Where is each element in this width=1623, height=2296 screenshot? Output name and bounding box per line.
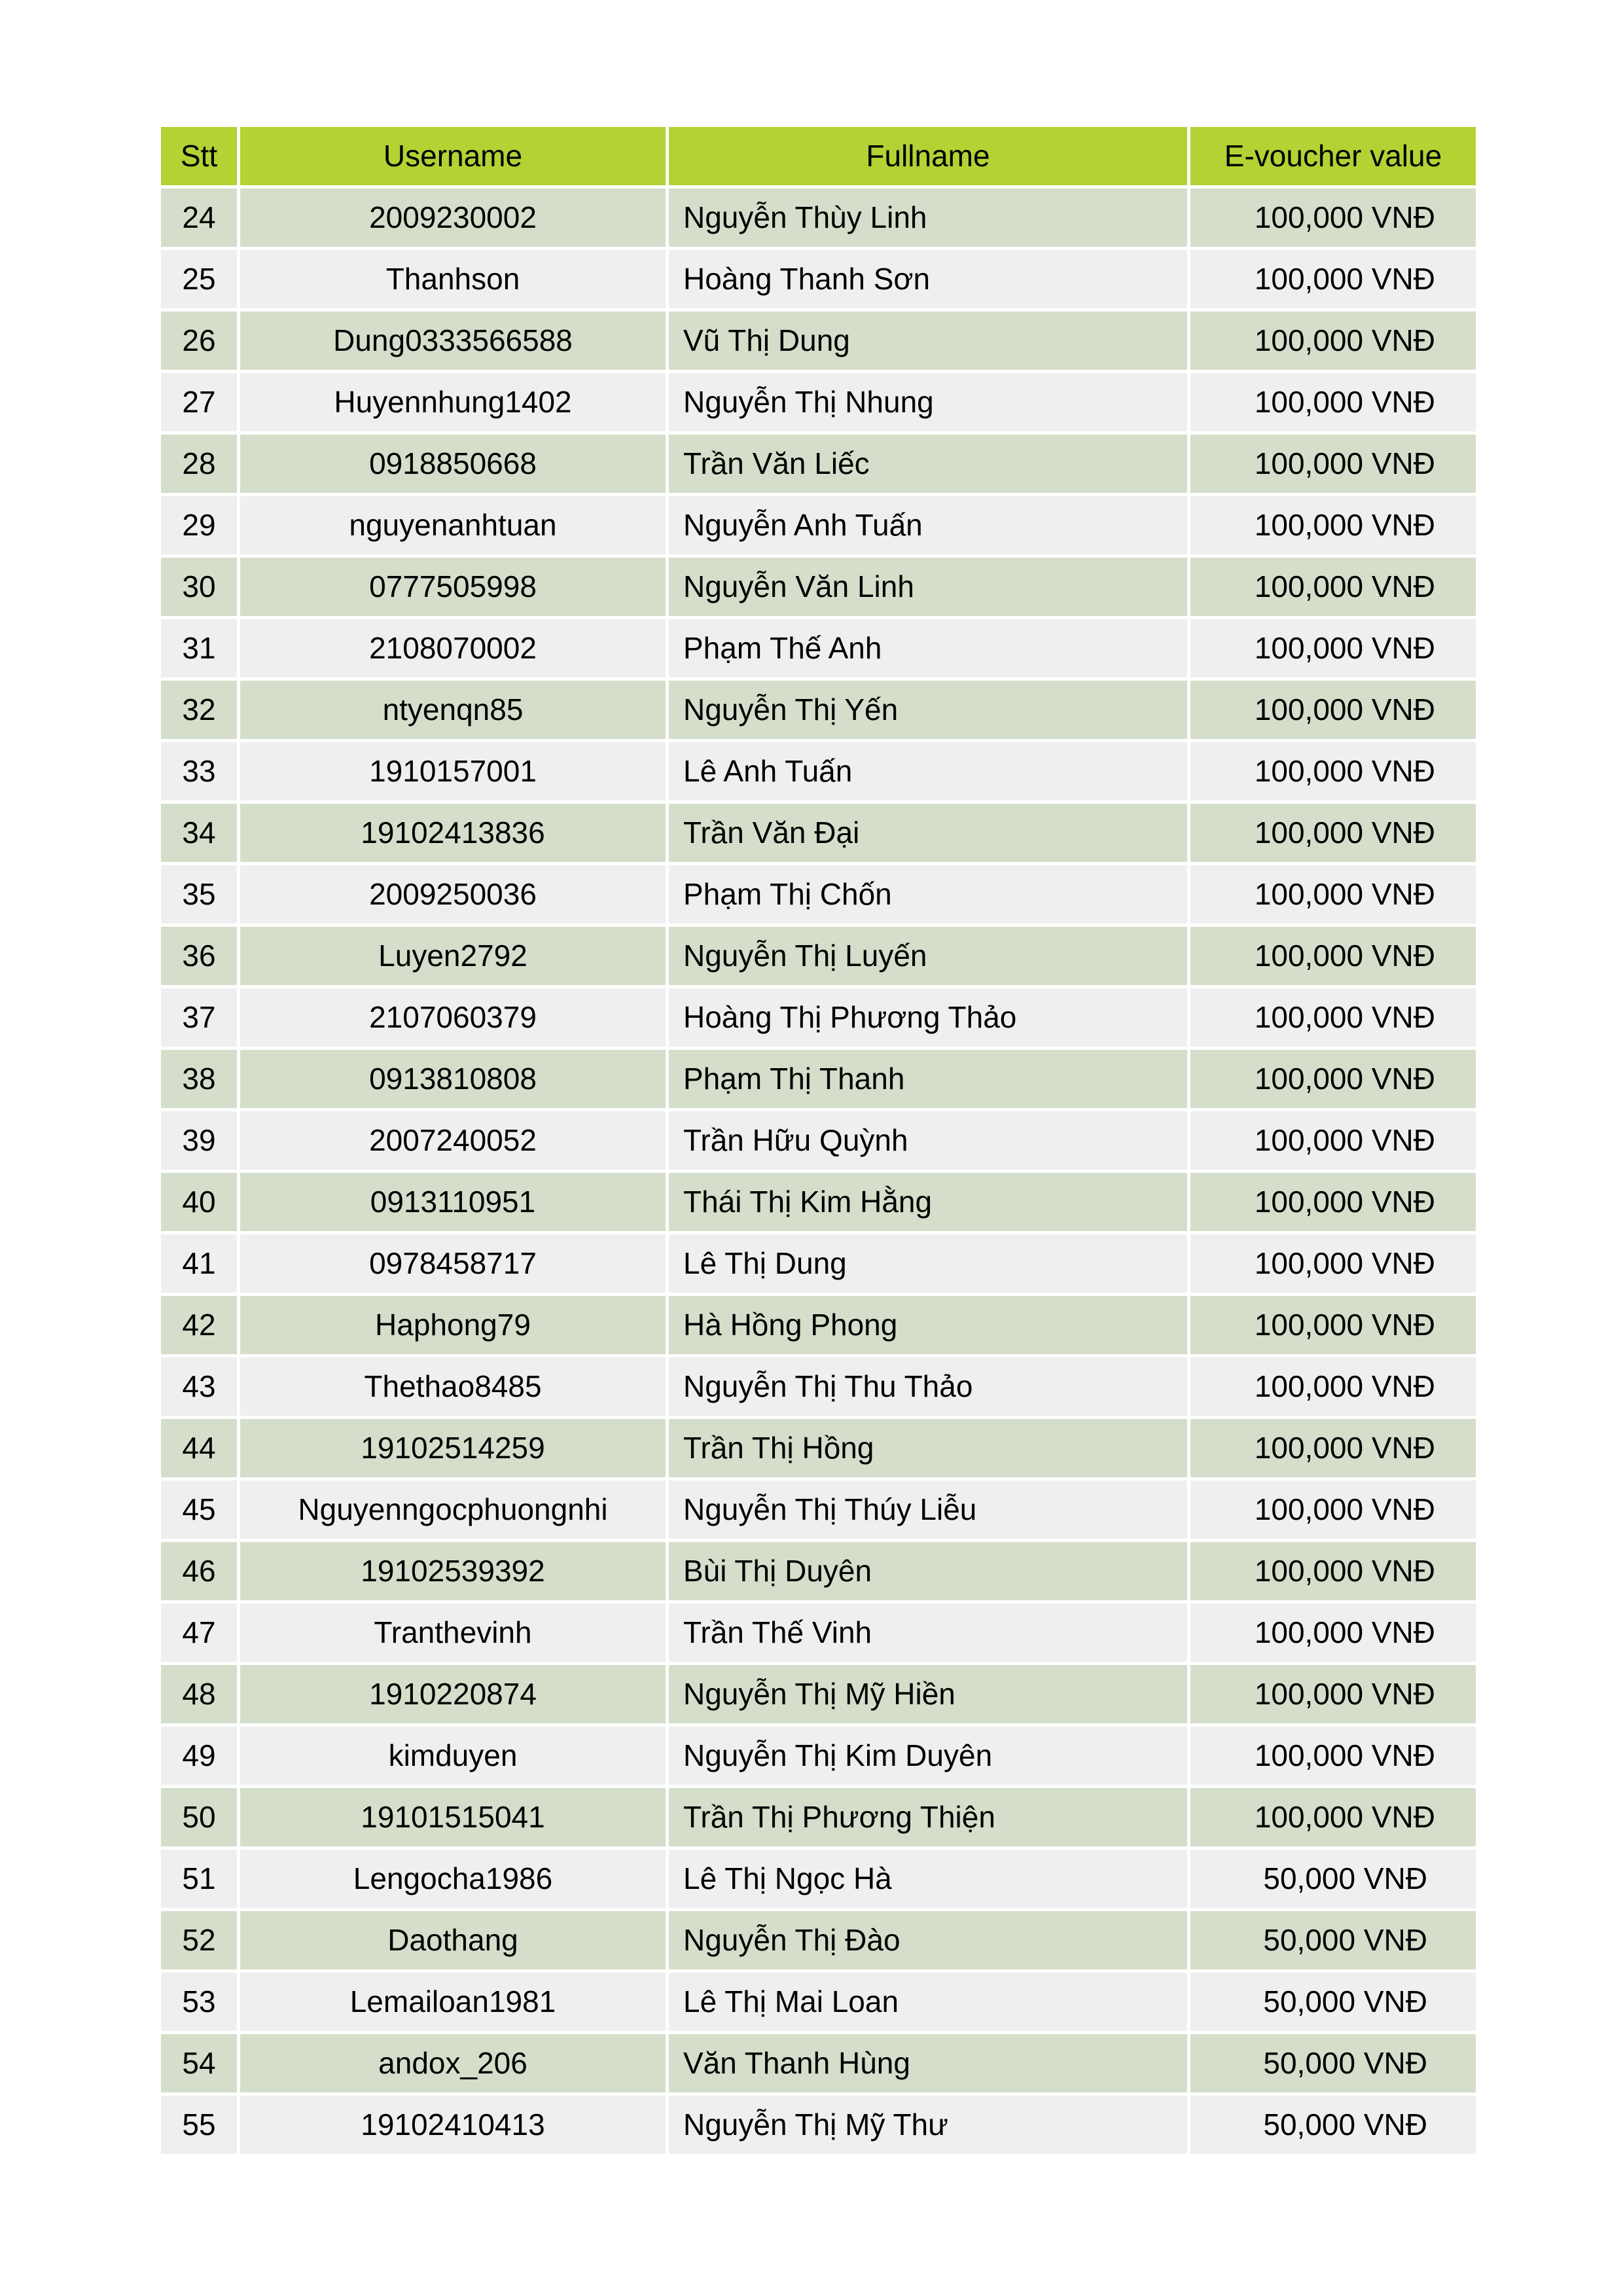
row-stt: 37 [161, 988, 237, 1047]
row-username: 2108070002 [240, 619, 666, 677]
row-voucher-value: 100,000 VNĐ [1190, 681, 1476, 739]
table-row [161, 188, 1476, 247]
row-fullname: Hoàng Thanh Sơn [669, 250, 1187, 308]
header-fullname: Fullname [669, 127, 1187, 185]
table-row [161, 1788, 1476, 1846]
row-stt: 52 [161, 1911, 237, 1969]
row-voucher-value: 100,000 VNĐ [1190, 1111, 1476, 1170]
row-voucher-value: 100,000 VNĐ [1190, 188, 1476, 247]
table-row [161, 496, 1476, 554]
row-stt: 55 [161, 2096, 237, 2154]
row-fullname: Nguyễn Thị Thúy Liễu [669, 1480, 1187, 1539]
row-voucher-value: 100,000 VNĐ [1190, 927, 1476, 985]
row-username: andox_206 [240, 2034, 666, 2092]
row-fullname: Lê Thị Mai Loan [669, 1973, 1187, 2031]
table-row [161, 619, 1476, 677]
row-fullname: Lê Anh Tuấn [669, 742, 1187, 800]
row-stt: 31 [161, 619, 237, 677]
row-stt: 49 [161, 1727, 237, 1785]
row-voucher-value: 100,000 VNĐ [1190, 1357, 1476, 1416]
row-fullname: Nguyễn Thùy Linh [669, 188, 1187, 247]
row-voucher-value: 50,000 VNĐ [1190, 2096, 1476, 2154]
row-voucher-value: 100,000 VNĐ [1190, 1542, 1476, 1600]
row-fullname: Phạm Thị Chốn [669, 865, 1187, 924]
row-voucher-value: 100,000 VNĐ [1190, 742, 1476, 800]
header-stt: Stt [161, 127, 237, 185]
row-username: 2009250036 [240, 865, 666, 924]
table-row [161, 2096, 1476, 2154]
table-row [161, 1419, 1476, 1477]
table-header-row [161, 127, 1476, 185]
table-row [161, 1111, 1476, 1170]
row-stt: 54 [161, 2034, 237, 2092]
row-fullname: Vũ Thị Dung [669, 312, 1187, 370]
row-stt: 46 [161, 1542, 237, 1600]
table-row [161, 1727, 1476, 1785]
row-fullname: Hoàng Thị Phương Thảo [669, 988, 1187, 1047]
row-stt: 30 [161, 558, 237, 616]
row-username: 2107060379 [240, 988, 666, 1047]
row-fullname: Trần Thế Vinh [669, 1604, 1187, 1662]
row-voucher-value: 100,000 VNĐ [1190, 250, 1476, 308]
table-row [161, 1050, 1476, 1108]
row-username: 0913810808 [240, 1050, 666, 1108]
row-voucher-value: 100,000 VNĐ [1190, 1173, 1476, 1231]
table-row [161, 1604, 1476, 1662]
row-username: Thethao8485 [240, 1357, 666, 1416]
row-username: Lemailoan1981 [240, 1973, 666, 2031]
row-voucher-value: 100,000 VNĐ [1190, 1296, 1476, 1354]
row-voucher-value: 100,000 VNĐ [1190, 1419, 1476, 1477]
row-fullname: Nguyễn Thị Mỹ Hiền [669, 1665, 1187, 1723]
row-fullname: Nguyễn Thị Kim Duyên [669, 1727, 1187, 1785]
row-voucher-value: 50,000 VNĐ [1190, 2034, 1476, 2092]
row-username: Lengocha1986 [240, 1850, 666, 1908]
row-stt: 35 [161, 865, 237, 924]
table-row [161, 988, 1476, 1047]
row-stt: 25 [161, 250, 237, 308]
row-username: 0978458717 [240, 1234, 666, 1293]
row-fullname: Nguyễn Thị Mỹ Thư [669, 2096, 1187, 2154]
row-fullname: Bùi Thị Duyên [669, 1542, 1187, 1600]
row-username: 0777505998 [240, 558, 666, 616]
row-fullname: Trần Thị Phương Thiện [669, 1788, 1187, 1846]
row-voucher-value: 100,000 VNĐ [1190, 1788, 1476, 1846]
row-voucher-value: 100,000 VNĐ [1190, 1665, 1476, 1723]
row-voucher-value: 100,000 VNĐ [1190, 988, 1476, 1047]
row-username: 0913110951 [240, 1173, 666, 1231]
row-stt: 44 [161, 1419, 237, 1477]
table-body [161, 188, 1476, 2154]
row-stt: 27 [161, 373, 237, 431]
row-fullname: Phạm Thế Anh [669, 619, 1187, 677]
row-fullname: Lê Thị Dung [669, 1234, 1187, 1293]
row-voucher-value: 50,000 VNĐ [1190, 1911, 1476, 1969]
row-fullname: Phạm Thị Thanh [669, 1050, 1187, 1108]
table-row [161, 1480, 1476, 1539]
row-fullname: Văn Thanh Hùng [669, 2034, 1187, 2092]
row-username: Daothang [240, 1911, 666, 1969]
row-fullname: Nguyễn Anh Tuấn [669, 496, 1187, 554]
row-stt: 29 [161, 496, 237, 554]
row-username: 19102413836 [240, 804, 666, 862]
row-stt: 48 [161, 1665, 237, 1723]
row-voucher-value: 100,000 VNĐ [1190, 1050, 1476, 1108]
row-voucher-value: 100,000 VNĐ [1190, 496, 1476, 554]
header-voucher-value: E-voucher value [1190, 127, 1476, 185]
row-stt: 26 [161, 312, 237, 370]
row-voucher-value: 100,000 VNĐ [1190, 373, 1476, 431]
row-stt: 43 [161, 1357, 237, 1416]
row-stt: 45 [161, 1480, 237, 1539]
row-username: Dung0333566588 [240, 312, 666, 370]
row-fullname: Trần Văn Đại [669, 804, 1187, 862]
row-username: Huyennhung1402 [240, 373, 666, 431]
voucher-table [158, 124, 1479, 2157]
row-username: kimduyen [240, 1727, 666, 1785]
row-stt: 47 [161, 1604, 237, 1662]
row-fullname: Nguyễn Thị Đào [669, 1911, 1187, 1969]
table-row [161, 804, 1476, 862]
table-row [161, 435, 1476, 493]
row-voucher-value: 100,000 VNĐ [1190, 619, 1476, 677]
row-fullname: Nguyễn Thị Thu Thảo [669, 1357, 1187, 1416]
row-username: Luyen2792 [240, 927, 666, 985]
row-stt: 51 [161, 1850, 237, 1908]
row-username: Nguyenngocphuongnhi [240, 1480, 666, 1539]
row-stt: 42 [161, 1296, 237, 1354]
row-stt: 34 [161, 804, 237, 862]
row-username: nguyenanhtuan [240, 496, 666, 554]
row-voucher-value: 100,000 VNĐ [1190, 804, 1476, 862]
table-row [161, 927, 1476, 985]
table-row [161, 1296, 1476, 1354]
row-username: 1910157001 [240, 742, 666, 800]
row-username: ntyenqn85 [240, 681, 666, 739]
row-stt: 50 [161, 1788, 237, 1846]
row-fullname: Lê Thị Ngọc Hà [669, 1850, 1187, 1908]
table-row [161, 312, 1476, 370]
row-stt: 28 [161, 435, 237, 493]
row-username: 19102410413 [240, 2096, 666, 2154]
row-voucher-value: 100,000 VNĐ [1190, 865, 1476, 924]
row-fullname: Nguyễn Thị Nhung [669, 373, 1187, 431]
row-username: Haphong79 [240, 1296, 666, 1354]
table-row [161, 558, 1476, 616]
table-row [161, 1973, 1476, 2031]
table-row [161, 250, 1476, 308]
table-row [161, 865, 1476, 924]
row-username: 19102539392 [240, 1542, 666, 1600]
row-voucher-value: 100,000 VNĐ [1190, 1234, 1476, 1293]
table-row [161, 742, 1476, 800]
row-voucher-value: 50,000 VNĐ [1190, 1973, 1476, 2031]
table-row [161, 1665, 1476, 1723]
row-username: 2007240052 [240, 1111, 666, 1170]
row-username: 19102514259 [240, 1419, 666, 1477]
table-row [161, 373, 1476, 431]
row-voucher-value: 100,000 VNĐ [1190, 312, 1476, 370]
table-row [161, 1542, 1476, 1600]
table-row [161, 1850, 1476, 1908]
row-stt: 53 [161, 1973, 237, 2031]
table-row [161, 1234, 1476, 1293]
row-stt: 36 [161, 927, 237, 985]
row-voucher-value: 50,000 VNĐ [1190, 1850, 1476, 1908]
table-row [161, 1911, 1476, 1969]
row-voucher-value: 100,000 VNĐ [1190, 435, 1476, 493]
row-stt: 33 [161, 742, 237, 800]
row-voucher-value: 100,000 VNĐ [1190, 1604, 1476, 1662]
row-fullname: Trần Văn Liếc [669, 435, 1187, 493]
header-username: Username [240, 127, 666, 185]
table-row [161, 681, 1476, 739]
row-stt: 41 [161, 1234, 237, 1293]
row-username: Tranthevinh [240, 1604, 666, 1662]
row-username: Thanhson [240, 250, 666, 308]
row-fullname: Nguyễn Thị Yến [669, 681, 1187, 739]
row-fullname: Nguyễn Thị Luyến [669, 927, 1187, 985]
row-fullname: Trần Thị Hồng [669, 1419, 1187, 1477]
table-row [161, 2034, 1476, 2092]
row-stt: 38 [161, 1050, 237, 1108]
row-stt: 24 [161, 188, 237, 247]
row-fullname: Hà Hồng Phong [669, 1296, 1187, 1354]
table-row [161, 1173, 1476, 1231]
row-username: 2009230002 [240, 188, 666, 247]
table-row [161, 1357, 1476, 1416]
row-voucher-value: 100,000 VNĐ [1190, 558, 1476, 616]
row-voucher-value: 100,000 VNĐ [1190, 1480, 1476, 1539]
row-username: 0918850668 [240, 435, 666, 493]
row-fullname: Trần Hữu Quỳnh [669, 1111, 1187, 1170]
row-username: 1910220874 [240, 1665, 666, 1723]
row-stt: 40 [161, 1173, 237, 1231]
row-username: 19101515041 [240, 1788, 666, 1846]
row-stt: 32 [161, 681, 237, 739]
row-fullname: Thái Thị Kim Hằng [669, 1173, 1187, 1231]
row-fullname: Nguyễn Văn Linh [669, 558, 1187, 616]
row-voucher-value: 100,000 VNĐ [1190, 1727, 1476, 1785]
row-stt: 39 [161, 1111, 237, 1170]
